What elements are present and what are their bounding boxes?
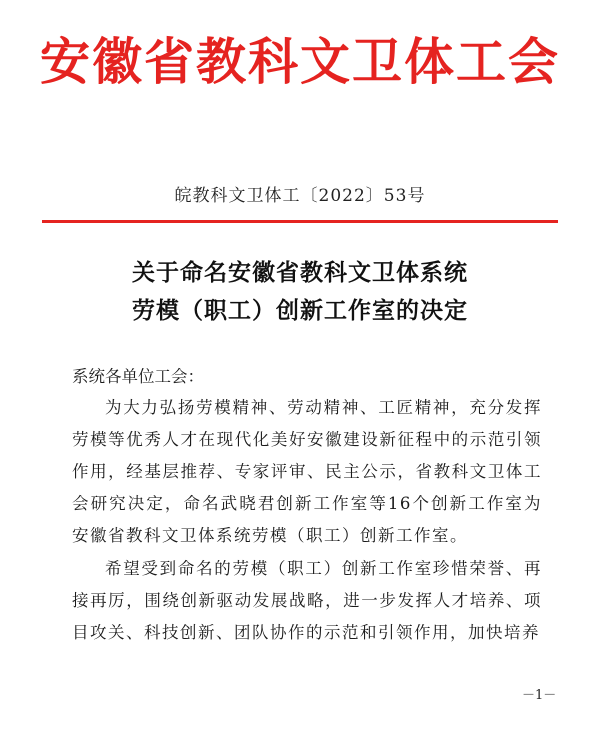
body-paragraph-2: 希望受到命名的劳模（职工）创新工作室珍惜荣誉、再接再厉，围绕创新驱动发展战略，进一步发挥人才培养、项目攻关、科技创新、团队协作的示范和引领作用，加快培养 — [72, 559, 542, 642]
page-number: －1－ — [522, 688, 557, 703]
body-paragraph-1: 为大力弘扬劳模精神、劳动精神、工匠精神，充分发挥劳模等优秀人才在现代化美好安徽建设新征程中的示范引领作用，经基层推荐、专家评审、民主公示，省教科文卫体工会研究决定，命名武晓君创新工作室等16个创新工作室为安徽省教科文卫体系统劳模（职工）创新工作室。 — [72, 398, 542, 545]
document-title — [0, 254, 600, 330]
org-title: 安徽省教科文卫体工会 — [40, 33, 560, 91]
document-title-line-2: 劳模（职工）创新工作室的决定 — [132, 297, 468, 324]
document-number: 皖教科文卫体工〔2022〕53号 — [174, 186, 426, 206]
salutation: 系统各单位工会： — [72, 367, 204, 386]
red-divider-line — [42, 220, 558, 223]
document-title-line-1: 关于命名安徽省教科文卫体系统 — [132, 259, 468, 286]
